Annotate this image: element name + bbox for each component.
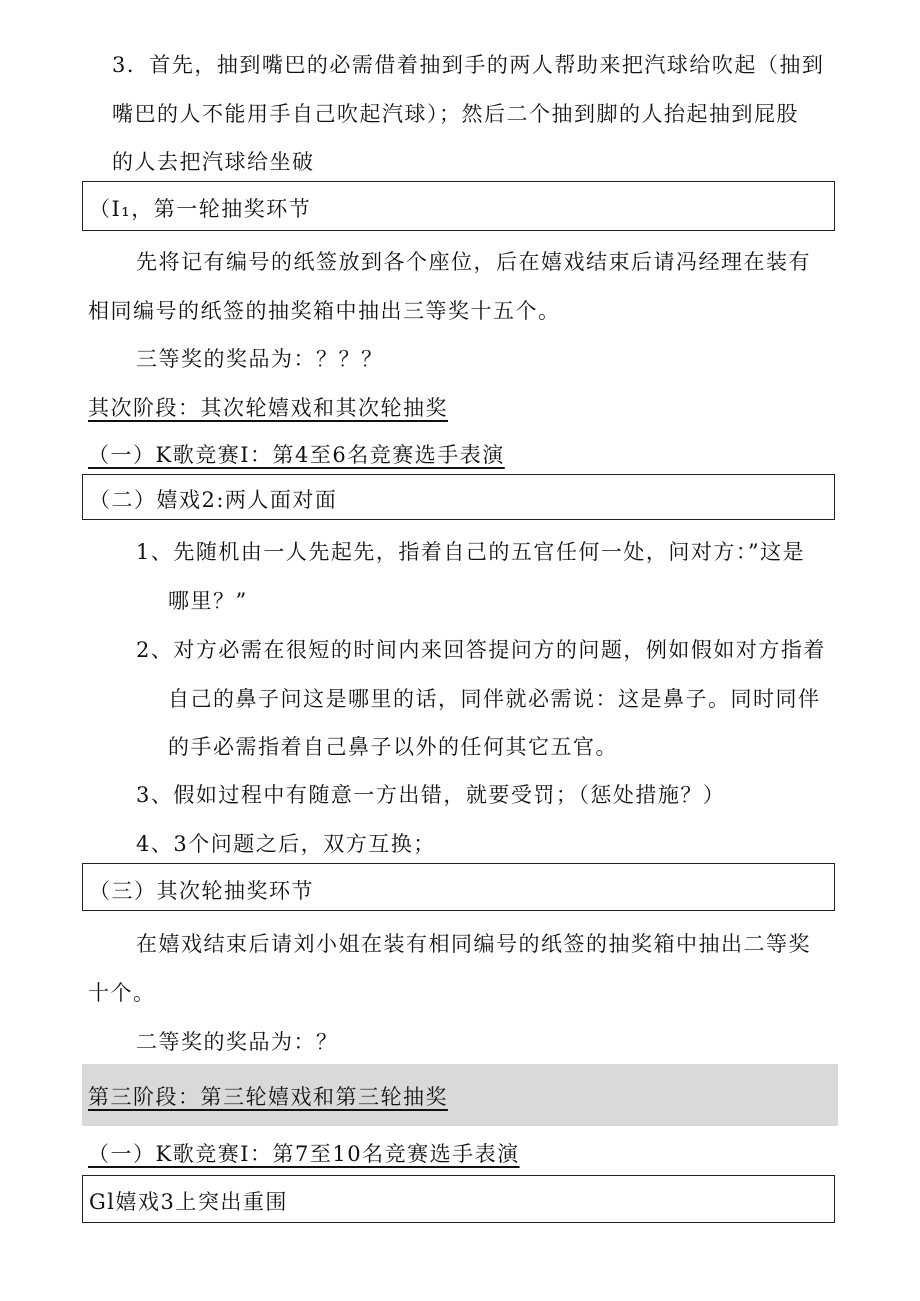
game2-item3: 3、假如过程中有随意一方出错，就要受罚；（惩处措施？）	[136, 783, 726, 807]
round1-lottery-heading: （I₁，第一轮抽奖环节	[89, 197, 312, 221]
lottery2-prize: 二等奖的奖品为：？	[136, 1030, 339, 1054]
stage3-title: 第三阶段：第三轮嬉戏和第三轮抽奖	[88, 1085, 448, 1109]
lottery1-line1: 先将记有编号的纸签放到各个座位，后在嬉戏结束后请冯经理在装有	[136, 250, 811, 274]
game3-box	[82, 1175, 835, 1223]
game2-item2-line2: 自己的鼻子问这是哪里的话，同伴就必需说：这是鼻子。同时同伴	[168, 687, 821, 711]
game3-heading: Gl嬉戏3上突出重围	[89, 1190, 288, 1214]
game2-item2-line1: 2、对方必需在很短的时间内来回答提问方的问题，例如假如对方指着	[136, 638, 826, 662]
item3-line3: 的人去把汽球给坐破	[112, 150, 315, 174]
item3-line2: 嘴巴的人不能用手自己吹起汽球）；然后二个抽到脚的人抬起抽到屁股	[112, 102, 799, 126]
lottery1-prize: 三等奖的奖品为：？？？	[136, 347, 384, 371]
lottery2-line2: 十个。	[88, 981, 156, 1005]
stage3-karaoke: （一）K歌竞赛I：第7至10名竞赛选手表演	[88, 1142, 520, 1166]
game2-item1-line2: 哪里？”	[168, 589, 248, 613]
game2-item2-line3: 的手必需指着自己鼻子以外的任何其它五官。	[168, 735, 618, 759]
round2-lottery-heading: （三）其次轮抽奖环节	[89, 879, 314, 903]
stage2-title: 其次阶段：其次轮嬉戏和其次轮抽奖	[88, 396, 448, 420]
game2-item4: 4、3个问题之后，双方互换；	[136, 832, 436, 856]
stage2-karaoke: （一）K歌竞赛I：第4至6名竞赛选手表演	[88, 443, 505, 467]
item3-line1: 3．首先，抽到嘴巴的必需借着抽到手的两人帮助来把汽球给吹起（抽到	[112, 53, 825, 77]
game2-heading: （二）嬉戏2:两人面对面	[89, 488, 338, 512]
round1-lottery-box	[82, 181, 835, 231]
lottery1-line2: 相同编号的纸签的抽奖箱中抽出三等奖十五个。	[88, 299, 561, 323]
game2-item1-line1: 1、先随机由一人先起先，指着自己的五官任何一处，问对方：”这是	[136, 540, 806, 564]
lottery2-line1: 在嬉戏结束后请刘小姐在装有相同编号的纸签的抽奖箱中抽出二等奖	[136, 932, 811, 956]
game2-box	[82, 474, 835, 520]
round2-lottery-box	[82, 863, 835, 911]
